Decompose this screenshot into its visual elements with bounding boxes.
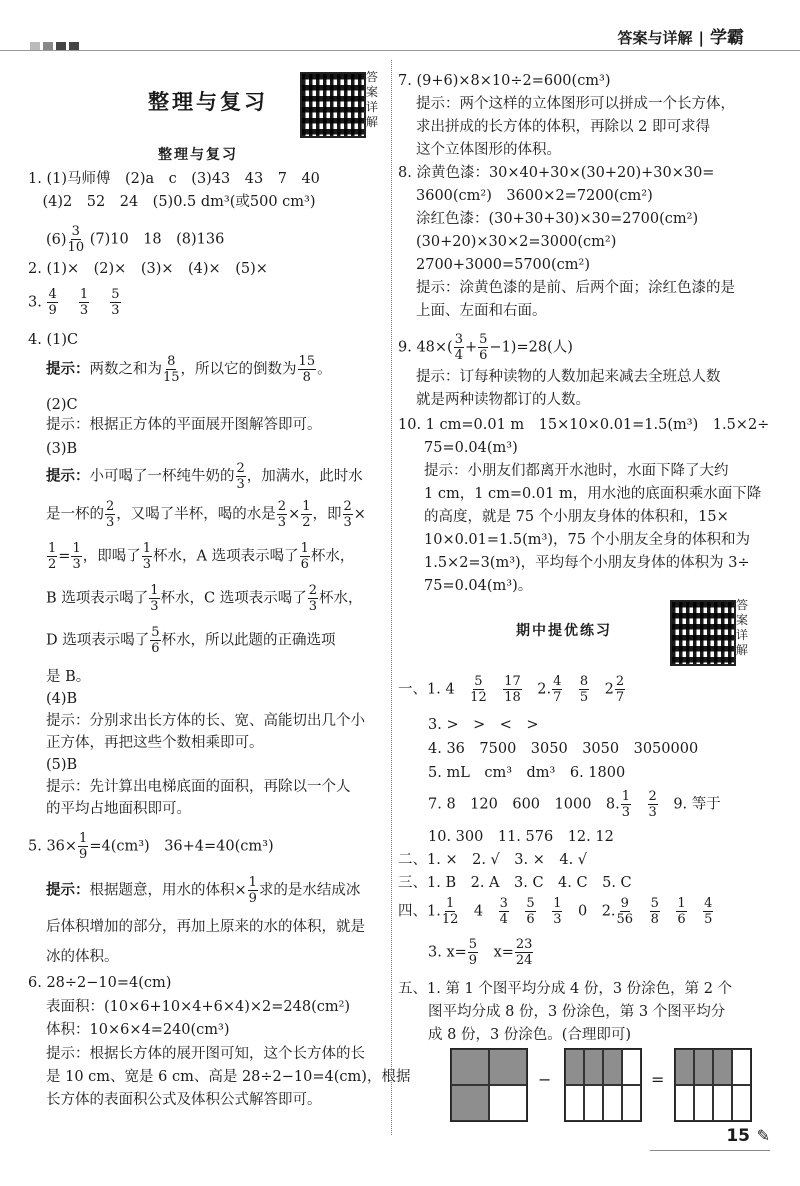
brand-separator: | bbox=[698, 29, 704, 47]
hint-line: 的平均占地面积即可。 bbox=[46, 801, 191, 817]
answer-line-q10: 10. 1 cm=0.01 m 15×10×0.01=1.5(m³) 1.5×2÷ bbox=[398, 417, 770, 433]
hint-line: 上面、左面和右面。 bbox=[416, 303, 547, 319]
hint-line: B 选项表示喝了 $\frac{1}{3}$ 杯水，C 选项表示喝了 $\frac{2}{3}$ 杯水， bbox=[46, 583, 363, 614]
hint-line: 提示：两个这样的立体图形可以拼成一个长方体， bbox=[416, 96, 735, 112]
hint-line: 求出拼成的长方体的体积，再除以 2 即可求得 bbox=[416, 119, 710, 135]
hint-line: 就是两种读物都订的人数。 bbox=[416, 392, 590, 408]
answer-line-q4: 4. (1)C bbox=[28, 332, 79, 348]
subsection-title: 整理与复习 bbox=[158, 147, 238, 163]
hint-line: 提示：根据长方体的展开图可知，这个长方体的长 bbox=[46, 1046, 365, 1062]
answer-line-q5: 5. 36× $\frac{1}{9}$ =4(cm³) 36+4=40(cm³) bbox=[28, 831, 274, 862]
answer-line-s3: 三、1. B 2. A 3. C 4. C 5. C bbox=[398, 875, 632, 891]
hint-line: 冰的体积。 bbox=[46, 949, 119, 965]
fraction-figure-1 bbox=[450, 1048, 528, 1122]
answer-line: 涂红色漆：(30+30+30)×30=2700(cm²) bbox=[416, 211, 699, 227]
answer-line-s4: 四、1. $\frac{1}{12}$ 4 $\frac{3}{4}$ $\frac{5}{6}$ $\frac{1}{3}$ 0 2. $\frac{9}{56}$ $\frac{5}{8}$ $\frac{1}{6}$ $\frac{4}{5}$ bbox=[398, 896, 713, 927]
hint-line: 提示：小朋友们都离开水池时，水面下降了大约 bbox=[424, 463, 729, 479]
hint-line: 是一杯的 $\frac{2}{3}$ ，又喝了半杯，喝的水是 $\frac{2}{3}$ × $\frac{1}{2}$ ，即 $\frac{2}{3}$ × bbox=[46, 499, 366, 530]
section-title-review: 整理与复习 bbox=[148, 90, 268, 114]
hint-line: 提示：分别求出长方体的长、宽、高能切出几个小 bbox=[46, 713, 365, 729]
column-divider bbox=[391, 60, 392, 1135]
answer-line: (2)C bbox=[46, 397, 78, 413]
answer-line: 3600(cm²) 3600×2=7200(cm²) bbox=[416, 188, 653, 204]
hint-line: 75=0.04(m³)。 bbox=[424, 578, 533, 594]
answer-line-q8: 8. 涂黄色漆：30×40+30×(30+20)+30×30= bbox=[398, 165, 715, 181]
hint-line: 10×0.01=1.5(m³)，75 个小朋友全身的体积和为 bbox=[424, 532, 751, 548]
answer-line-s1: 一、1. 4 $\frac{5}{12}$ $\frac{17}{18}$ 2. $\frac{4}{7}$ $\frac{8}{5}$ 2 $\frac{2}{7}$ bbox=[398, 674, 625, 705]
answer-line-q1-6: (6) $\frac{3}{10}$ (7)10 18 (8)136 bbox=[46, 224, 225, 255]
minus-sign: − bbox=[538, 1070, 552, 1089]
answer-line: 2700+3000=5700(cm²) bbox=[416, 257, 590, 273]
hint-line: 是 B。 bbox=[46, 669, 91, 685]
hint-line: 的高度，就是 75 个小朋友身体的体积和，15× bbox=[424, 509, 729, 525]
hint-line: 1 cm，1 cm=0.01 m，用水池的底面积乘水面下降 bbox=[424, 486, 762, 502]
qr-code-icon bbox=[300, 72, 366, 138]
answer-line-s2: 二、1. × 2. √ 3. × 4. √ bbox=[398, 852, 588, 868]
answer-line: 体积：10×6×4=240(cm³) bbox=[46, 1022, 230, 1038]
hint-line: 后体积增加的部分，再加上原来的水的体积，就是 bbox=[46, 919, 365, 935]
answer-line: 表面积：(10×6+10×4+6×4)×2=248(cm²) bbox=[46, 999, 351, 1015]
pencil-icon: ✎ bbox=[756, 1126, 770, 1145]
answer-line: (30+20)×30×2=3000(cm²) bbox=[416, 234, 617, 250]
hint-line: 提示：两数之和为 $\frac{8}{15}$ ，所以它的倒数为 $\frac{15}{8}$ 。 bbox=[46, 354, 332, 385]
page-number: 15 bbox=[726, 1126, 750, 1146]
answer-line: (4)B bbox=[46, 691, 78, 707]
answer-line: 75=0.04(m³) bbox=[424, 440, 518, 456]
hint-line: 提示：先计算出电梯底面的面积，再除以一个人 bbox=[46, 779, 351, 795]
answer-line-q9: 9. 48×( $\frac{3}{4}$ + $\frac{5}{6}$ −1)=28(人) bbox=[398, 332, 573, 363]
footer-rule bbox=[650, 1150, 770, 1151]
answer-line: 3. x= $\frac{5}{9}$ x= $\frac{23}{24}$ bbox=[428, 937, 533, 968]
fraction-figure-3 bbox=[674, 1048, 752, 1122]
hint-line: D 选项表示喝了 $\frac{5}{6}$ 杯水，所以此题的正确选项 bbox=[46, 625, 336, 656]
answer-line-q7: 7. (9+6)×8×10÷2=600(cm³) bbox=[398, 73, 611, 89]
answer-line: (5)B bbox=[46, 757, 78, 773]
brand-logo: 学霸 bbox=[710, 28, 744, 48]
answer-line: 5. mL cm³ dm³ 6. 1800 bbox=[428, 765, 626, 781]
hint-line: 是 10 cm、宽是 6 cm、高是 28÷2−10=4(cm)，根据 bbox=[46, 1069, 411, 1085]
header-decoration bbox=[30, 42, 79, 50]
hint-line: 提示：根据正方体的平面展开图解答即可。 bbox=[46, 417, 322, 433]
answer-line: (3)B bbox=[46, 441, 78, 457]
answer-line: 3. > > < > bbox=[428, 717, 539, 733]
hint-line: 提示：订每种读物的人数加起来减去全班总人数 bbox=[416, 369, 721, 385]
answer-line-q6: 6. 28÷2−10=4(cm) bbox=[28, 975, 172, 991]
fraction-figure-2 bbox=[564, 1048, 642, 1122]
hint-line: 提示：根据题意，用水的体积× $\frac{1}{9}$ 求的是水结成冰 bbox=[46, 875, 361, 906]
answer-line: (4)2 52 24 (5)0.5 dm³(或500 cm³) bbox=[28, 194, 316, 210]
answer-line: 1. (1)马师傅 (2)a c (3)43 43 7 40 bbox=[28, 171, 320, 187]
hint-line: 这个立体图形的体积。 bbox=[416, 142, 561, 158]
answer-line: 7. 8 120 600 1000 8. $\frac{1}{3}$ $\frac{2}{3}$ 9. 等于 bbox=[428, 789, 721, 820]
hint-line: $\frac{1}{2}$ = $\frac{1}{3}$ ，即喝了 $\frac{1}{3}$ 杯水，A 选项表示喝了 $\frac{1}{6}$ 杯水， bbox=[48, 541, 355, 572]
hint-line: 正方体，再把这些个数相乘即可。 bbox=[46, 735, 264, 751]
hint-line: 1.5×2=3(m³)，平均每个小朋友身体的体积为 3÷ bbox=[424, 555, 750, 571]
answer-line-q2: 2. (1)× (2)× (3)× (4)× (5)× bbox=[28, 261, 268, 277]
hint-line: 长方体的表面积公式及体积公式解答即可。 bbox=[46, 1092, 322, 1108]
answer-line: 10. 300 11. 576 12. 12 bbox=[428, 829, 614, 845]
hint-line: 提示：涂黄色漆的是前、后两个面；涂红色漆的是 bbox=[416, 280, 735, 296]
answer-line-s5: 五、1. 第 1 个图平均分成 4 份，3 份涂色，第 2 个 bbox=[398, 981, 733, 997]
qr-label: 答 案 详 解 bbox=[366, 70, 379, 129]
header-rule bbox=[0, 50, 800, 51]
qr-code-icon bbox=[670, 600, 736, 666]
qr-label: 答 案 详 解 bbox=[736, 598, 749, 657]
equals-sign: = bbox=[651, 1070, 665, 1089]
answer-line-q3: 3. $\frac{4}{9}$ $\frac{1}{3}$ $\frac{5}{3}$ bbox=[28, 287, 120, 318]
answer-line: 图平均分成 8 份，3 份涂色，第 3 个图平均分 bbox=[428, 1004, 726, 1020]
subsection-title-midterm: 期中提优练习 bbox=[516, 623, 612, 639]
answer-line: 成 8 份，3 份涂色。(合理即可) bbox=[428, 1027, 632, 1043]
top-bar bbox=[0, 0, 800, 70]
answer-line: 4. 36 7500 3050 3050 3050000 bbox=[428, 741, 699, 757]
brand-text: 答案与详解 bbox=[617, 29, 693, 47]
hint-line: 提示：小可喝了一杯纯牛奶的 $\frac{2}{3}$ ，加满水，此时水 bbox=[46, 461, 363, 492]
header-brand bbox=[614, 30, 749, 47]
